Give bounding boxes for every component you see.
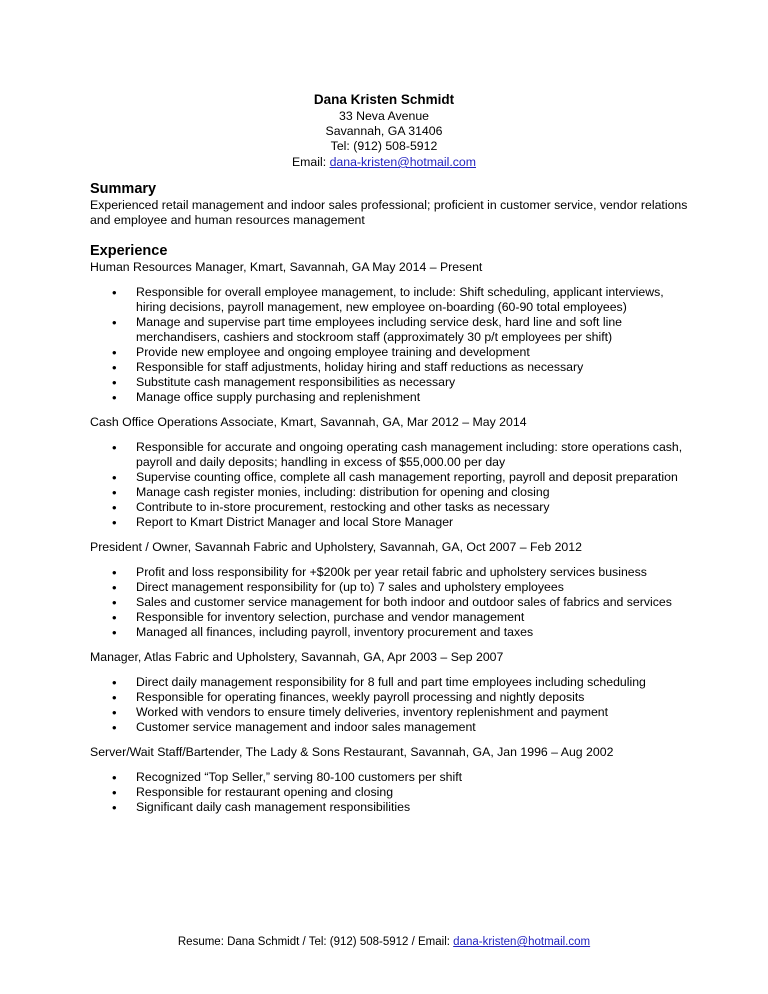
bullet-item: • Profit and loss responsibility for +$200k per year retail fabric and upholstery services business <box>90 565 690 580</box>
summary-heading: Summary <box>90 181 157 197</box>
job-entry <box>90 415 690 530</box>
bullet-item: • Substitute cash management responsibilities as necessary <box>90 375 690 390</box>
job-entry <box>90 650 690 735</box>
experience-heading: Experience <box>90 243 168 259</box>
job-entry <box>90 260 690 405</box>
email-label: Email: <box>291 155 330 169</box>
telephone: Tel: (912) 508-5912 <box>330 139 438 153</box>
job-entry <box>90 745 690 815</box>
bullet-item: • Responsible for operating finances, weekly payroll processing and nightly deposits <box>90 690 690 705</box>
job-bullets <box>90 285 690 405</box>
job-title: President / Owner, Savannah Fabric and Upholstery, Savannah, GA, Oct 2007 – Feb 2012 <box>90 540 582 554</box>
bullet-item: • Responsible for accurate and ongoing operating cash management including: store operations cash, payroll and daily deposits; handling in excess of $55,000.00 per day <box>90 440 690 470</box>
bullet-item: • Manage office supply purchasing and replenishment <box>90 390 690 405</box>
bullet-item: • Responsible for overall employee management, to include: Shift scheduling, applicant interviews, hiring decisions, payroll management, new employee on-boarding (60-90 total employees) <box>90 285 690 315</box>
bullet-item: • Worked with vendors to ensure timely deliveries, inventory replenishment and payment <box>90 705 690 720</box>
bullet-item: • Responsible for restaurant opening and closing <box>90 785 690 800</box>
bullet-item: • Managed all finances, including payroll, inventory procurement and taxes <box>90 625 690 640</box>
job-bullets <box>90 565 690 640</box>
email-line <box>0 154 768 170</box>
job-bullets <box>90 770 690 815</box>
bullet-item: • Manage cash register monies, including: distribution for opening and closing <box>90 485 690 500</box>
bullet-item: • Responsible for inventory selection, purchase and vendor management <box>90 610 690 625</box>
job-title: Server/Wait Staff/Bartender, The Lady & Sons Restaurant, Savannah, GA, Jan 1996 – Aug 2002 <box>90 745 614 759</box>
job-title: Cash Office Operations Associate, Kmart, Savannah, GA, Mar 2012 – May 2014 <box>90 415 527 429</box>
bullet-item: • Contribute to in-store procurement, restocking and other tasks as necessary <box>90 500 690 515</box>
summary-section <box>90 180 690 228</box>
bullet-item: • Provide new employee and ongoing employee training and development <box>90 345 690 360</box>
bullet-item: • Manage and supervise part time employees including service desk, hard line and soft line merchandisers, cashiers and stockroom staff (approximately 30 p/t employees per shift) <box>90 315 690 345</box>
footer-email-link[interactable]: dana-kristen@hotmail.com <box>453 936 591 948</box>
resume-body <box>90 180 690 829</box>
bullet-item: • Supervise counting office, complete all cash management reporting, payroll and deposit preparation <box>90 470 690 485</box>
email-link[interactable]: dana-kristen@hotmail.com <box>329 155 477 169</box>
summary-text: Experienced retail management and indoor sales professional; proficient in customer service, vendor relations and employee and human resources management <box>90 198 688 227</box>
job-bullets <box>90 440 690 530</box>
job-entry <box>90 540 690 640</box>
contact-header <box>0 90 768 170</box>
bullet-item: • Customer service management and indoor sales management <box>90 720 690 735</box>
job-bullets <box>90 675 690 735</box>
city-state-zip: Savannah, GA 31406 <box>325 124 443 138</box>
candidate-name: Dana Kristen Schmidt <box>313 92 455 107</box>
bullet-item: • Significant daily cash management responsibilities <box>90 800 690 815</box>
bullet-item: • Report to Kmart District Manager and local Store Manager <box>90 515 690 530</box>
bullet-item: • Recognized “Top Seller,” serving 80-100 customers per shift <box>90 770 690 785</box>
bullet-item: • Direct daily management responsibility for 8 full and part time employees including scheduling <box>90 675 690 690</box>
job-title: Human Resources Manager, Kmart, Savannah, GA May 2014 – Present <box>90 260 483 274</box>
bullet-item: • Responsible for staff adjustments, holiday hiring and staff reductions as necessary <box>90 360 690 375</box>
job-title: Manager, Atlas Fabric and Upholstery, Savannah, GA, Apr 2003 – Sep 2007 <box>90 650 504 664</box>
bullet-item: • Direct management responsibility for (up to) 7 sales and upholstery employees <box>90 580 690 595</box>
street-address: 33 Neva Avenue <box>338 109 430 123</box>
experience-section <box>90 242 690 815</box>
footer-text: Resume: Dana Schmidt / Tel: (912) 508-5912 / Email: <box>177 936 454 948</box>
page-footer <box>0 935 768 950</box>
bullet-item: • Sales and customer service management for both indoor and outdoor sales of fabrics and services <box>90 595 690 610</box>
